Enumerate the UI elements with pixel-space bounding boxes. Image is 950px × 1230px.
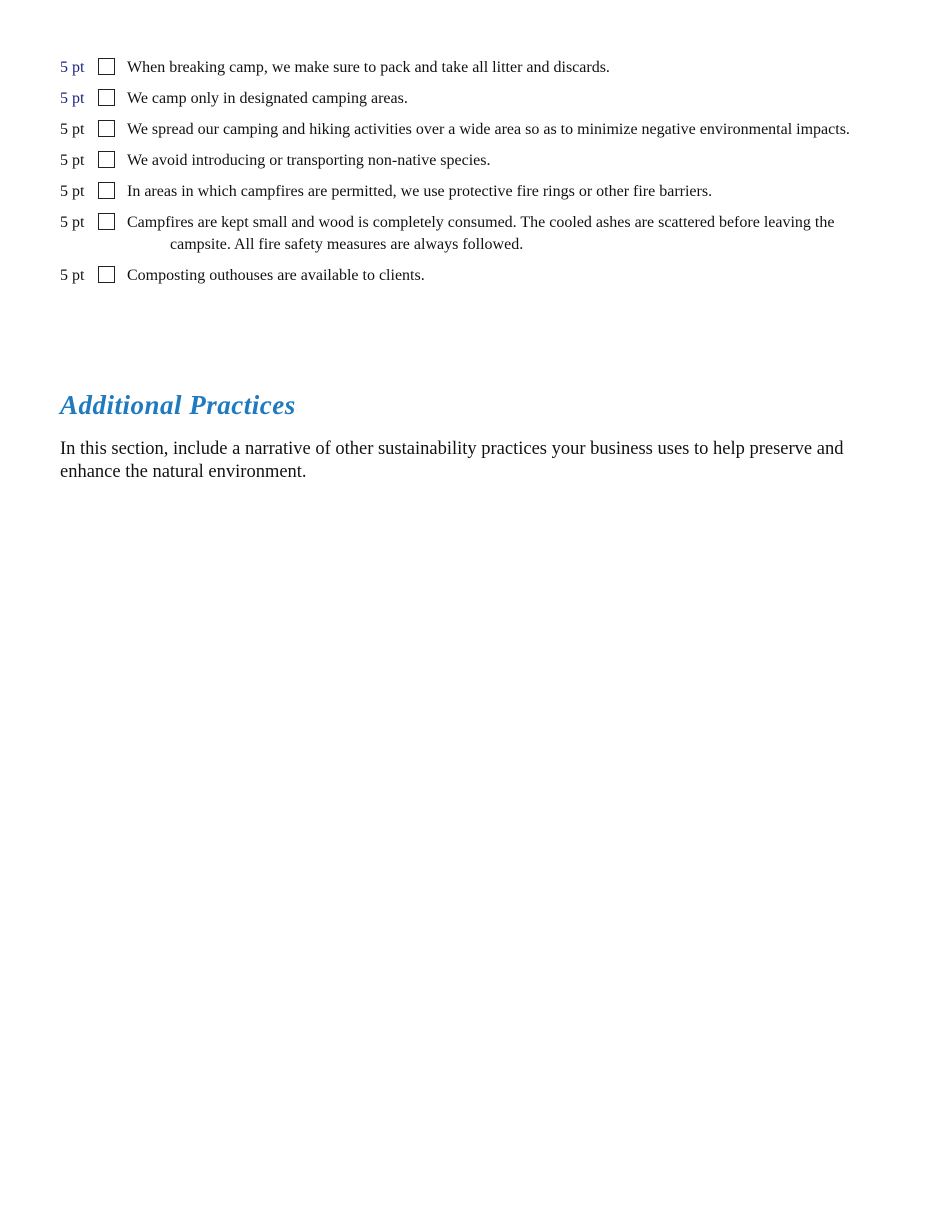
points-label: 5 pt: [60, 121, 85, 138]
practice-checkbox[interactable]: [98, 213, 115, 230]
points-label: 5 pt: [60, 267, 85, 284]
practice-text: Composting outhouses are available to clients.: [127, 267, 425, 284]
points-label: 5 pt: [60, 214, 85, 231]
points-label: 5 pt: [60, 59, 85, 76]
practice-checklist: [60, 57, 890, 296]
checklist-item: [60, 119, 890, 141]
checklist-item: [60, 181, 890, 203]
checklist-item: [60, 57, 890, 79]
practice-text: In areas in which campfires are permitted, we use protective fire rings or other fire barriers.: [127, 183, 713, 200]
practice-checkbox[interactable]: [98, 151, 115, 168]
checklist-item: [60, 265, 890, 287]
section-description: In this section, include a narrative of other sustainability practices your business uses to help preserve and enhance the natural environment.: [60, 439, 844, 482]
practice-text: Campfires are kept small and wood is completely consumed. The cooled ashes are scattered before leaving the campsite. All fire safety measures are always followed.: [127, 214, 835, 253]
practice-text: We spread our camping and hiking activities over a wide area so as to minimize negative environmental impacts.: [127, 121, 850, 138]
practice-checkbox[interactable]: [98, 89, 115, 106]
practice-checkbox[interactable]: [98, 266, 115, 283]
points-label: 5 pt: [60, 183, 85, 200]
checklist-item: [60, 88, 890, 110]
practice-checkbox[interactable]: [98, 120, 115, 137]
practice-text: We avoid introducing or transporting non-native species.: [127, 152, 491, 169]
points-label: 5 pt: [60, 152, 85, 169]
practice-checkbox[interactable]: [98, 182, 115, 199]
checklist-item: [60, 212, 890, 256]
section-heading: Additional Practices: [60, 390, 296, 420]
practice-text: We camp only in designated camping areas.: [127, 90, 408, 107]
practice-checkbox[interactable]: [98, 58, 115, 75]
checklist-item: [60, 150, 890, 172]
points-label: 5 pt: [60, 90, 85, 107]
practice-text: When breaking camp, we make sure to pack and take all litter and discards.: [127, 59, 610, 76]
